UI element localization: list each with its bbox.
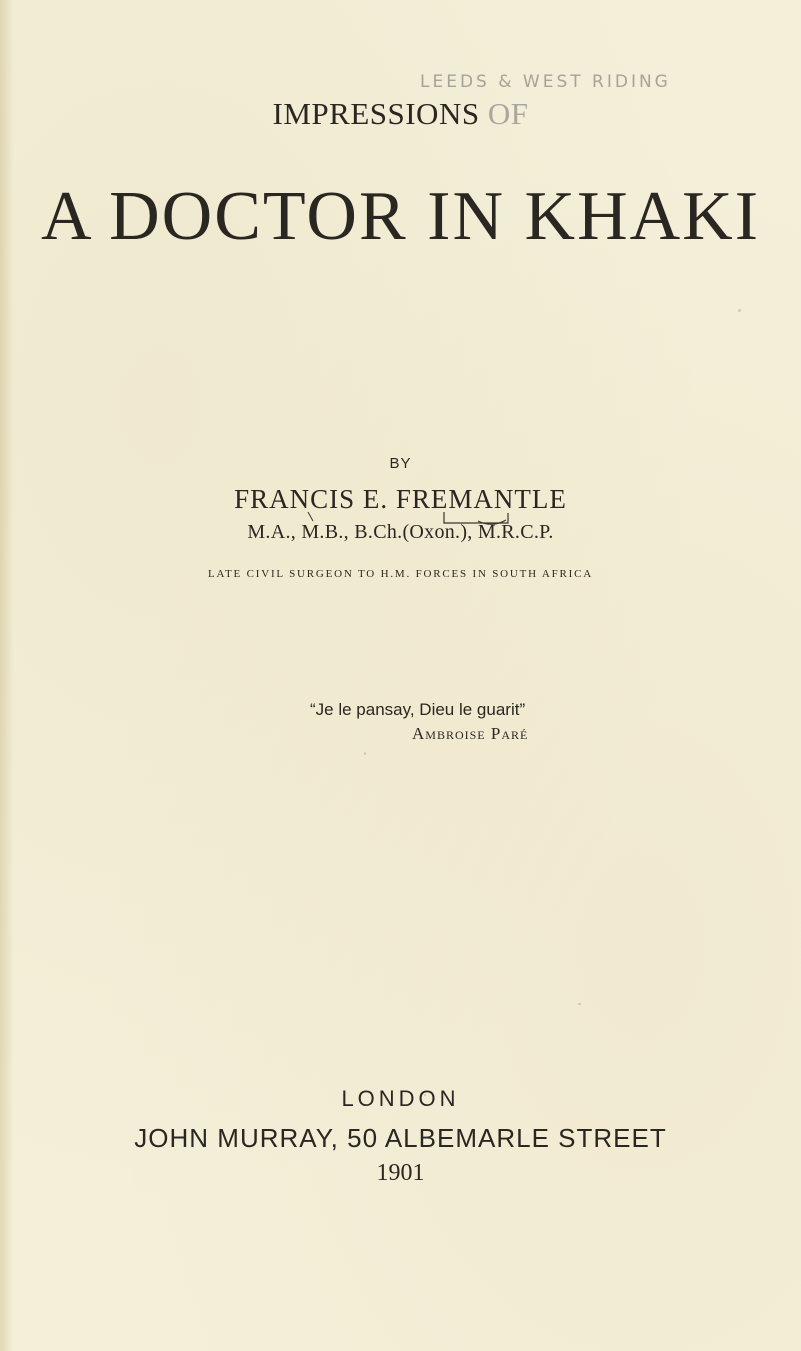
imprint-year: 1901 (376, 1160, 425, 1186)
title-impressions: IMPRESSIONS (272, 96, 480, 131)
title-of: OF (487, 96, 529, 131)
author-position: LATE CIVIL SURGEON TO H.M. FORCES IN SOUTH AFRICA (207, 568, 594, 580)
by-label: BY (389, 455, 412, 472)
epigraph-attribution: Ambroise Paré (412, 724, 529, 743)
imprint-city: LONDON (341, 1086, 460, 1111)
author-name: FRANCIS E. FREMANTLE (234, 484, 567, 514)
paper-speck (738, 309, 741, 312)
paper-speck (578, 1003, 581, 1005)
paper-speck (364, 752, 366, 755)
epigraph-quote: “Je le pansay, Dieu le guarit” (310, 700, 526, 719)
paper-speck (424, 1094, 426, 1096)
imprint-publisher: JOHN MURRAY, 50 ALBEMARLE STREET (134, 1123, 667, 1153)
book-title: A DOCTOR IN KHAKI (40, 178, 761, 255)
library-stamp: LEEDS & WEST RIDING (420, 72, 671, 92)
author-degrees: M.A., M.B., B.Ch.(Oxon.), M.R.C.P. (247, 521, 554, 543)
